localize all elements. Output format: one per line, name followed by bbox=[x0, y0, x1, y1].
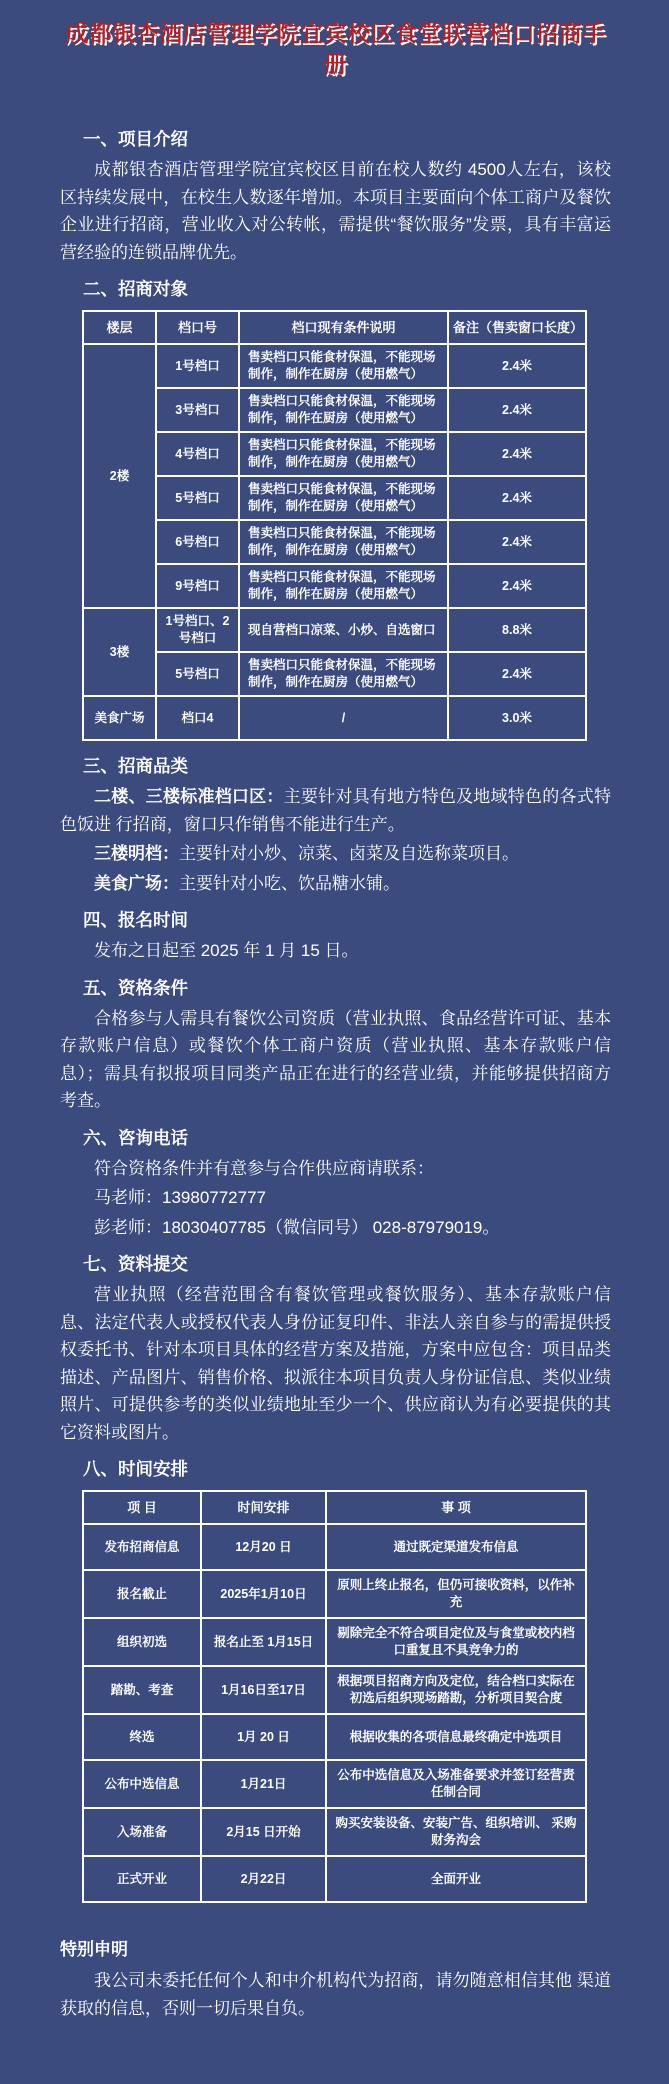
stall-desc-cell: 售卖档口只能食材保温，不能现场制作，制作在厨房（使用燃气） bbox=[239, 432, 448, 476]
special-statement-paragraph: 我公司未委托任何个人和中介机构代为招商，请勿随意相信其他 渠道获取的信息，否则一切后果自负。 bbox=[60, 1971, 611, 2018]
schedule-detail-cell: 全面开业 bbox=[326, 1856, 586, 1902]
section-heading-registration-time: 四、报名时间 bbox=[83, 910, 188, 931]
schedule-detail-cell: 原则上终止报名，但仍可接收资料，以作补充 bbox=[326, 1570, 586, 1618]
schedule-detail-cell: 公布中选信息及入场准备要求并签订经营责任制合同 bbox=[326, 1760, 586, 1808]
schedule-table-header-cell: 时间安排 bbox=[201, 1491, 326, 1524]
schedule-table-row bbox=[83, 1808, 586, 1856]
project-intro-paragraph: 成都银杏酒店管理学院宜宾校区目前在校人数约 4500人左右，该校区持续发展中，在校生人数逐年增加。本项目主要面向个体工商户及餐饮企业进行招商，营业收入对公转帐，需提供“餐饮服务”发票，具有丰富运营经验的连锁品牌优先。 bbox=[60, 160, 611, 262]
stall-note-cell: 2.4米 bbox=[448, 432, 586, 476]
floor-cell: 美食广场 bbox=[83, 696, 156, 740]
category-list bbox=[60, 783, 611, 897]
stall-desc-cell: 售卖档口只能食材保温，不能现场制作，制作在厨房（使用燃气） bbox=[239, 344, 448, 388]
schedule-table bbox=[82, 1490, 587, 1903]
schedule-time-cell: 1月21日 bbox=[201, 1760, 326, 1808]
stall-number-cell: 3号档口 bbox=[156, 388, 239, 432]
stall-note-cell: 2.4米 bbox=[448, 388, 586, 432]
stall-number-cell: 1号档口、2号档口 bbox=[156, 608, 239, 652]
stall-table-row bbox=[83, 520, 586, 564]
stall-number-cell: 4号档口 bbox=[156, 432, 239, 476]
schedule-time-cell: 2025年1月10日 bbox=[201, 1570, 326, 1618]
schedule-table-row bbox=[83, 1856, 586, 1902]
schedule-table-row bbox=[83, 1760, 586, 1808]
schedule-detail-cell: 购买安装设备、安装广告、组织培训、 采购财务沟会 bbox=[326, 1808, 586, 1856]
schedule-detail-cell: 根据收集的各项信息最终确定中选项目 bbox=[326, 1714, 586, 1760]
stall-note-cell: 3.0米 bbox=[448, 696, 586, 740]
stall-table-row bbox=[83, 432, 586, 476]
schedule-table-row bbox=[83, 1618, 586, 1666]
stall-note-cell: 2.4米 bbox=[448, 344, 586, 388]
stall-table-header-cell: 楼层 bbox=[83, 311, 156, 344]
stall-table-row bbox=[83, 608, 586, 652]
stall-table-header-row bbox=[83, 311, 586, 344]
stall-table-row bbox=[83, 696, 586, 740]
schedule-time-cell: 12月20 日 bbox=[201, 1524, 326, 1570]
stall-desc-cell: / bbox=[239, 696, 448, 740]
schedule-table-row bbox=[83, 1714, 586, 1760]
schedule-time-cell: 2月22日 bbox=[201, 1856, 326, 1902]
schedule-time-cell: 1月 20 日 bbox=[201, 1714, 326, 1760]
section-heading-material-submission: 七、资料提交 bbox=[83, 1254, 188, 1275]
stall-note-cell: 2.4米 bbox=[448, 564, 586, 608]
stall-note-cell: 2.4米 bbox=[448, 520, 586, 564]
contact-lines bbox=[60, 1155, 611, 1242]
registration-time-paragraph: 发布之日起至 2025 年 1 月 15 日。 bbox=[94, 941, 359, 961]
schedule-detail-cell: 根据项目招商方向及定位，结合档口实际在初选后组织现场踏勘，分析项目契合度 bbox=[326, 1666, 586, 1714]
schedule-table-row bbox=[83, 1524, 586, 1570]
section-heading-qualifications: 五、资格条件 bbox=[83, 977, 188, 998]
stall-table bbox=[82, 310, 587, 741]
stall-desc-cell: 售卖档口只能食材保温，不能现场制作，制作在厨房（使用燃气） bbox=[239, 388, 448, 432]
schedule-time-cell: 1月16日至17日 bbox=[201, 1666, 326, 1714]
stall-desc-cell: 现自营档口凉菜、小炒、自选窗口 bbox=[239, 608, 448, 652]
stall-table-header-cell: 备注（售卖窗口长度） bbox=[448, 311, 586, 344]
stall-table-row bbox=[83, 564, 586, 608]
schedule-table-header-cell: 事 项 bbox=[326, 1491, 586, 1524]
stall-table-header-cell: 档口现有条件说明 bbox=[239, 311, 448, 344]
stall-table-header-cell: 档口号 bbox=[156, 311, 239, 344]
schedule-item-cell: 正式开业 bbox=[83, 1856, 201, 1902]
schedule-detail-cell: 剔除完全不符合项目定位及与食堂或校内档口重复且不具竞争力的 bbox=[326, 1618, 586, 1666]
stall-table-row bbox=[83, 476, 586, 520]
category-label: 三楼明档： bbox=[94, 844, 179, 864]
stall-number-cell: 1号档口 bbox=[156, 344, 239, 388]
schedule-item-cell: 踏勘、考查 bbox=[83, 1666, 201, 1714]
section-heading-contact-phone: 六、咨询电话 bbox=[83, 1127, 188, 1148]
section-heading-schedule: 八、时间安排 bbox=[83, 1459, 188, 1480]
schedule-table-row bbox=[83, 1666, 586, 1714]
stall-desc-cell: 售卖档口只能食材保温，不能现场制作，制作在厨房（使用燃气） bbox=[239, 476, 448, 520]
stall-note-cell: 8.8米 bbox=[448, 608, 586, 652]
schedule-item-cell: 发布招商信息 bbox=[83, 1524, 201, 1570]
special-statement-heading: 特别申明 bbox=[60, 1940, 128, 1960]
schedule-item-cell: 入场准备 bbox=[83, 1808, 201, 1856]
schedule-time-cell: 报名止至 1月15日 bbox=[201, 1618, 326, 1666]
schedule-item-cell: 组织初选 bbox=[83, 1618, 201, 1666]
page-title: 成都银杏酒店管理学院宜宾校区食堂联营档口招商手册 bbox=[65, 20, 606, 78]
schedule-table-header-row bbox=[83, 1491, 586, 1524]
section-heading-project-intro: 一、项目介绍 bbox=[83, 129, 188, 150]
stall-desc-cell: 售卖档口只能食材保温，不能现场制作，制作在厨房（使用燃气） bbox=[239, 564, 448, 608]
stall-number-cell: 9号档口 bbox=[156, 564, 239, 608]
contact-line: 马老师：13980772777 bbox=[94, 1188, 267, 1208]
schedule-item-cell: 终选 bbox=[83, 1714, 201, 1760]
stall-number-cell: 5号档口 bbox=[156, 652, 239, 696]
stall-note-cell: 2.4米 bbox=[448, 652, 586, 696]
category-label: 美食广场： bbox=[94, 873, 179, 893]
schedule-detail-cell: 通过既定渠道发布信息 bbox=[326, 1524, 586, 1570]
section-heading-investment-targets: 二、招商对象 bbox=[83, 279, 188, 300]
stall-number-cell: 6号档口 bbox=[156, 520, 239, 564]
floor-cell: 3楼 bbox=[83, 608, 156, 696]
category-item: 三楼明档：主要针对小炒、凉菜、卤菜及自选称菜项目。 bbox=[94, 844, 519, 864]
stall-table-row bbox=[83, 344, 586, 388]
schedule-table-header-cell: 项 目 bbox=[83, 1491, 201, 1524]
category-item: 二楼、三楼标准档口区：主要针对具有地方特色及地域特色的各式特色饭进 行招商，窗口只作销售不能进行生产。 bbox=[60, 787, 612, 834]
category-label: 二楼、三楼标准档口区： bbox=[94, 787, 284, 807]
stall-number-cell: 5号档口 bbox=[156, 476, 239, 520]
section-heading-categories: 三、招商品类 bbox=[83, 756, 188, 777]
schedule-table-row bbox=[83, 1570, 586, 1618]
stall-table-row bbox=[83, 652, 586, 696]
stall-note-cell: 2.4米 bbox=[448, 476, 586, 520]
category-item: 美食广场：主要针对小吃、饮品糖水铺。 bbox=[94, 873, 400, 893]
stall-desc-cell: 售卖档口只能食材保温，不能现场制作，制作在厨房（使用燃气） bbox=[239, 520, 448, 564]
contact-line: 符合资格条件并有意参与合作供应商请联系： bbox=[94, 1158, 434, 1178]
stall-table-row bbox=[83, 388, 586, 432]
contact-line: 彭老师：18030407785（微信同号） 028-87979019。 bbox=[94, 1217, 500, 1237]
schedule-time-cell: 2月15 日开始 bbox=[201, 1808, 326, 1856]
schedule-item-cell: 公布中选信息 bbox=[83, 1760, 201, 1808]
stall-number-cell: 档口4 bbox=[156, 696, 239, 740]
schedule-item-cell: 报名截止 bbox=[83, 1570, 201, 1618]
floor-cell: 2楼 bbox=[83, 344, 156, 608]
material-submission-paragraph: 营业执照（经营范围含有餐饮管理或餐饮服务）、基本存款账户信息、法定代表人或授权代表人身份证复印件、非法人亲自参与的需提供授权委托书、针对本项目具体的经营方案及措施，方案中应包含：项目品类描述、产品图片、销售价格、拟派往本项目负责人身份证信息、类似业绩照片、可提供参考的类似业绩地址至少一个、供应商认为有必要提供的其它资料或图片。 bbox=[60, 1285, 611, 1442]
stall-desc-cell: 售卖档口只能食材保温，不能现场制作，制作在厨房（使用燃气） bbox=[239, 652, 448, 696]
qualifications-paragraph: 合格参与人需具有餐饮公司资质（营业执照、食品经营许可证、基本存款账户信息）或餐饮个体工商户资质（营业执照、基本存款账户信息）；需具有拟报项目同类产品正在进行的经营业绩，并能够提供招商方考查。 bbox=[60, 1008, 611, 1111]
